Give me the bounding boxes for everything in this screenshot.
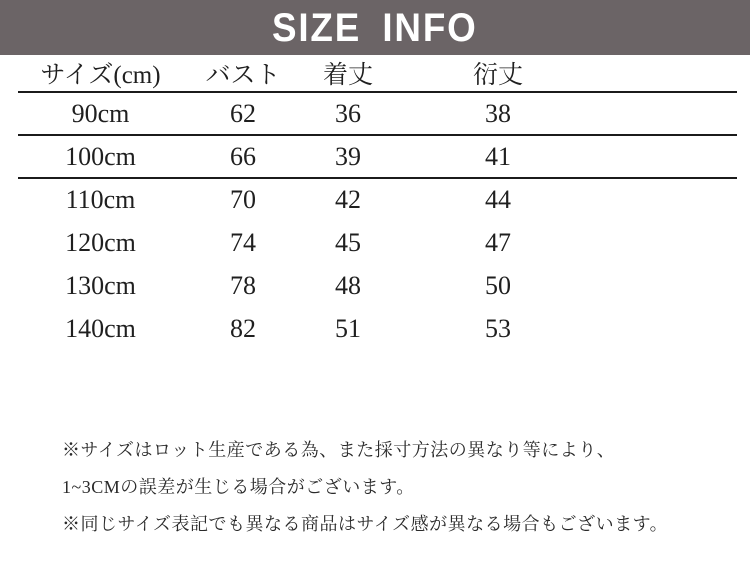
cell-bust: 66 (183, 135, 303, 178)
cell-spacer (603, 178, 737, 221)
cell-size: 110cm (65, 185, 136, 214)
cell-sleeve-length: 41 (393, 135, 603, 178)
table-row (18, 264, 737, 307)
cell-size: 120cm (65, 227, 136, 257)
size-notes (62, 432, 722, 543)
cell-body-length: 36 (303, 92, 393, 135)
size-table (18, 55, 737, 350)
table-row (18, 221, 737, 264)
table-row (18, 135, 737, 178)
col-header-bust: バスト (183, 55, 303, 92)
table-row (18, 92, 737, 135)
cell-bust: 70 (230, 185, 256, 214)
cell-bust: 74 (230, 227, 256, 257)
cell-sleeve-length: 44 (485, 185, 511, 214)
table-row (18, 178, 737, 221)
cell-sleeve-length: 38 (393, 92, 603, 135)
cell-body-length: 48 (335, 270, 361, 300)
cell-bust: 62 (183, 92, 303, 135)
col-header-sleeve-length: 衍丈 (393, 55, 603, 92)
note-line: ※同じサイズ表記でも異なる商品はサイズ感が異なる場合もございます。 (62, 514, 669, 534)
cell-spacer (603, 135, 737, 178)
cell-bust: 78 (230, 270, 256, 300)
note-line: ※サイズはロット生産である為、また採寸方法の異なり等により、 (62, 440, 616, 460)
cell-size: 140cm (65, 313, 136, 343)
col-header-size: サイズ(cm) (18, 55, 183, 92)
banner-title: SIZE INFO (272, 5, 478, 50)
cell-body-length: 51 (335, 313, 361, 343)
size-info-banner (0, 0, 750, 55)
cell-spacer (603, 307, 737, 350)
cell-body-length: 42 (335, 185, 361, 214)
cell-spacer (603, 221, 737, 264)
cell-size: 130cm (65, 270, 136, 300)
table-row (18, 307, 737, 350)
cell-size: 100cm (18, 135, 183, 178)
cell-sleeve-length: 50 (485, 270, 511, 300)
note-line: 1~3CMの誤差が生じる場合がございます。 (62, 477, 415, 497)
col-header-spacer (603, 55, 737, 92)
cell-body-length: 45 (335, 227, 361, 257)
cell-sleeve-length: 47 (485, 227, 511, 257)
cell-spacer (603, 264, 737, 307)
cell-size: 90cm (18, 92, 183, 135)
cell-bust: 82 (230, 313, 256, 343)
cell-sleeve-length: 53 (485, 313, 511, 343)
cell-spacer (603, 92, 737, 135)
col-header-body-length: 着丈 (303, 55, 393, 92)
cell-body-length: 39 (303, 135, 393, 178)
size-table-header-row (18, 55, 737, 92)
